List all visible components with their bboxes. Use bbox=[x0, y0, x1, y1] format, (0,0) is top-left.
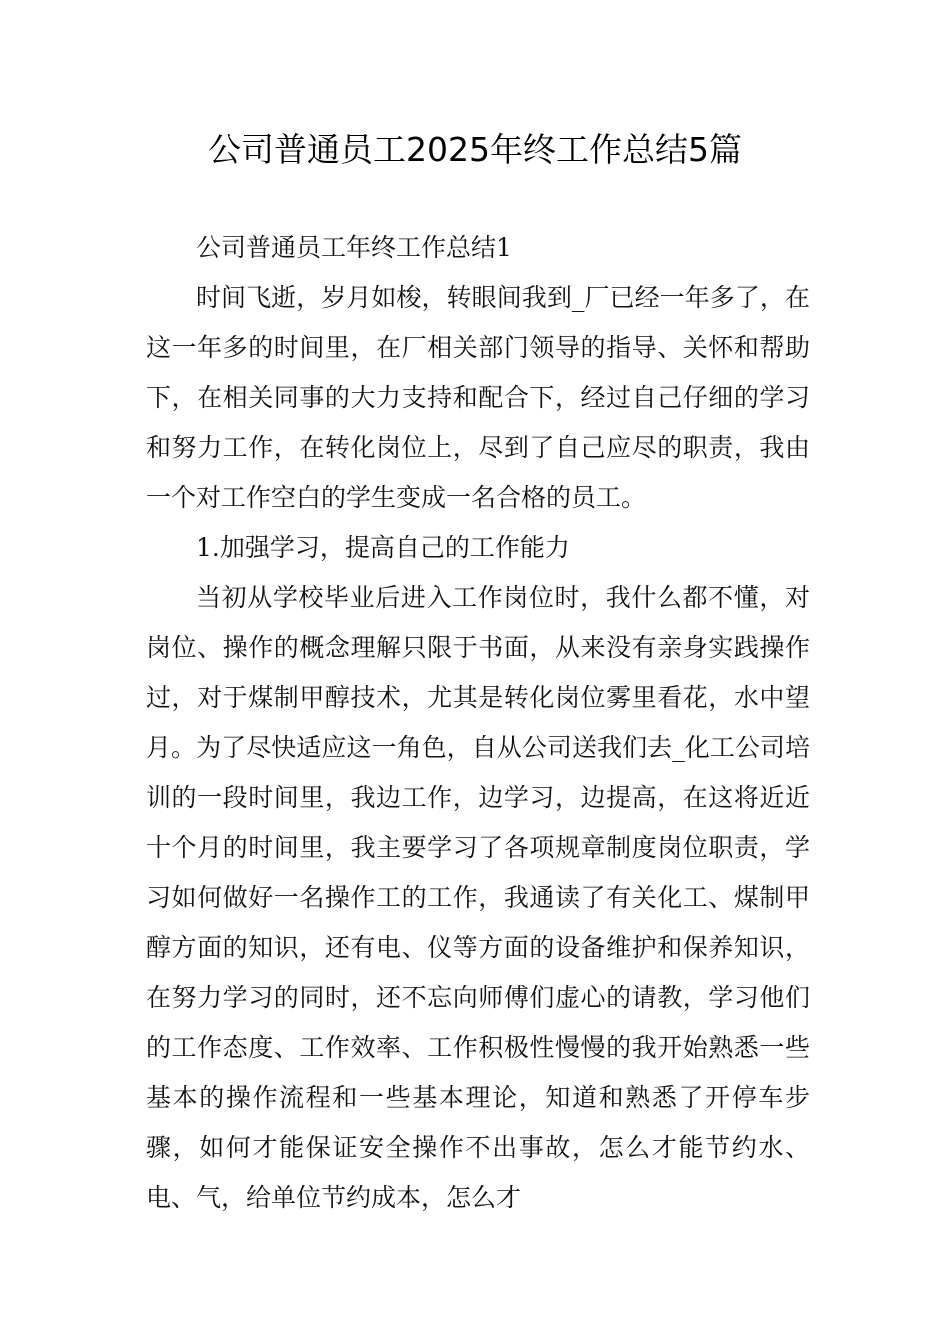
document-body bbox=[146, 223, 810, 1223]
paragraph: 时间飞逝，岁月如梭，转眼间我到_厂已经一年多了，在这一年多的时间里，在厂相关部门领导的指导、关怀和帮助下，在相关同事的大力支持和配合下，经过自己仔细的学习和努力工作，在转化岗位上，尽到了自己应尽的职责，我由一个对工作空白的学生变成一名合格的员工。 bbox=[146, 283, 810, 512]
document-title: 公司普通员工2025年终工作总结5篇 bbox=[208, 130, 742, 169]
paragraph: 当初从学校毕业后进入工作岗位时，我什么都不懂，对岗位、操作的概念理解只限于书面，从来没有亲身实践操作过，对于煤制甲醇技术，尤其是转化岗位雾里看花，水中望月。为了尽快适应这一角色，自从公司送我们去_化工公司培训的一段时间里，我边工作，边学习，边提高，在这将近近十个月的时间里，我主要学习了各项规章制度岗位职责，学习如何做好一名操作工的工作，我通读了有关化工、煤制甲醇方面的知识，还有电、仪等方面的设备维护和保养知识，在努力学习的同时，还不忘向师傅们虚心的请教，学习他们的工作态度、工作效率、工作积极性慢慢的我开始熟悉一些基本的操作流程和一些基本理论，知道和熟悉了开停车步骤，如何才能保证安全操作不出事故，怎么才能节约水、电、气，给单位节约成本，怎么才 bbox=[146, 583, 810, 1212]
subsection-heading: 1.加强学习，提高自己的工作能力 bbox=[196, 533, 570, 562]
section-heading: 公司普通员工年终工作总结1 bbox=[196, 233, 512, 262]
